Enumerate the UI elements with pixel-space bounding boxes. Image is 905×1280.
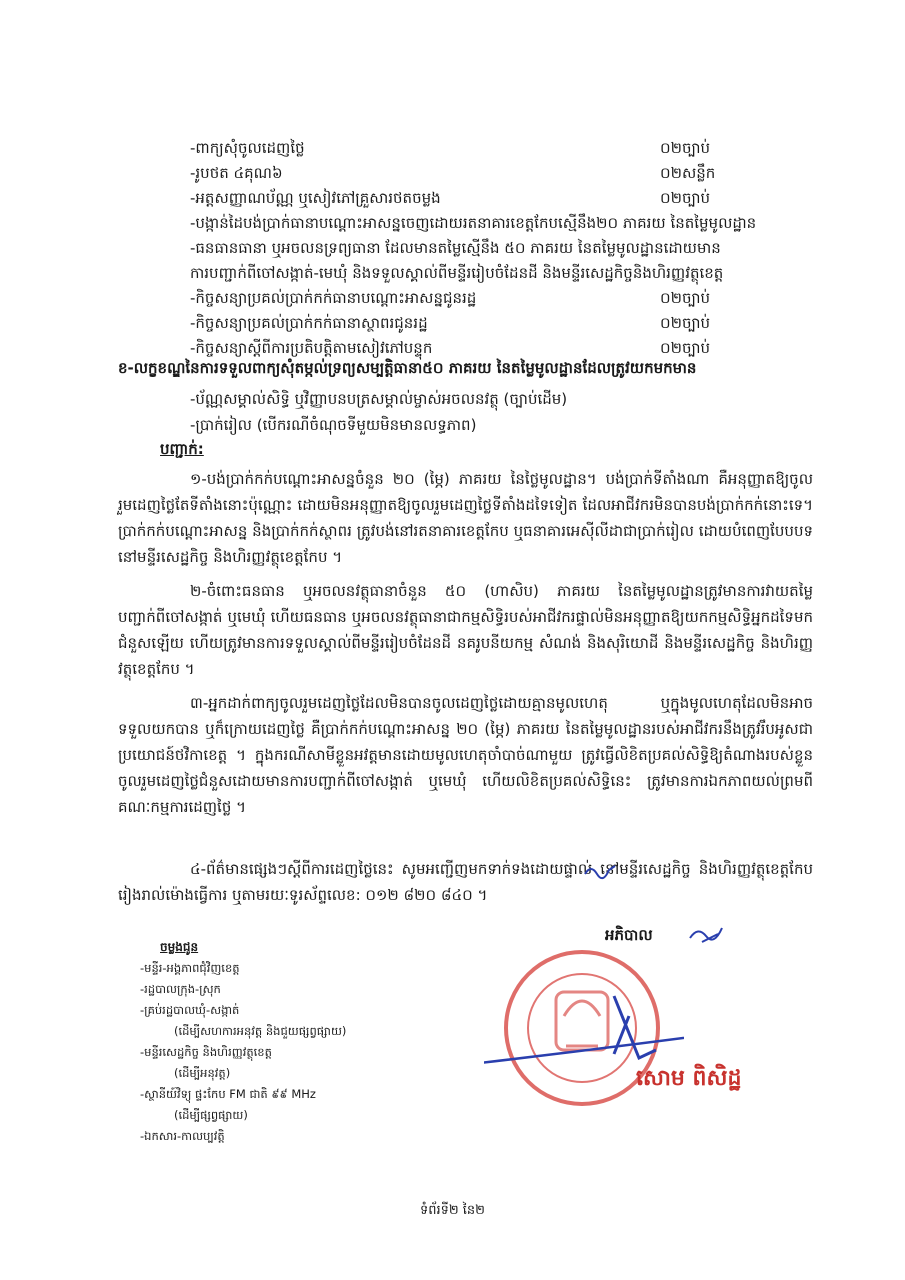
item-qty: ០២ច្បាប់ <box>660 314 711 332</box>
item-qty: ០២ច្បាប់ <box>660 339 711 357</box>
item-qty: ០២ច្បាប់ <box>660 289 711 307</box>
required-documents-list <box>190 136 810 361</box>
cc-item: (ដើម្បីសហការអនុវត្ត និងជួយផ្សព្វផ្សាយ) <box>174 1024 347 1038</box>
note-paragraph-1 <box>118 466 813 570</box>
list-item-wide: ការបញ្ជាក់ពីចៅសង្កាត់-មេឃុំ និងទទួលស្គាល់ពីមន្ទីររៀបចំដែនដី និងមន្ទីរសេដ្ឋកិច្ចនិងហិរញ្ញវត្ថុខេត្ត <box>190 264 724 282</box>
note-paragraph-3 <box>118 690 813 820</box>
item-label: -កិច្ចសន្យាស្ដីពីការប្រតិបត្តិតាមសៀវភៅបន្ទុក <box>190 339 433 357</box>
note-paragraph-2 <box>118 578 813 682</box>
list-item <box>190 311 810 336</box>
cc-item: -ឯកសារ-កាលប្បវត្តិ <box>140 1129 225 1143</box>
item-qty: ០២សន្លឹក <box>660 164 716 182</box>
item-label: -កិច្ចសន្យាប្រគល់ប្រាក់កក់ធានាស្ថាពរជូនរដ្ឋ <box>190 314 428 332</box>
cc-item: -មន្ទីរសេដ្ឋកិច្ច និងហិរញ្ញវត្ថុខេត្ត <box>140 1045 272 1059</box>
paragraph-text: ១-បង់ប្រាក់កក់បណ្ដោះអាសន្នចំនួន ២០ (ម្ភៃ) ភាគរយ នៃថ្លៃមូលដ្ឋាន។ បង់ប្រាក់ទីតាំងណា គឺអនុញ្ញាតឱ្យចូលរួមដេញថ្លៃតែទីតាំងនោះប៉ុណ្ណោះ ដោយមិនអនុញ្ញាតឱ្យចូលរួមដេញថ្លៃទីតាំងដទៃទៀត ដែលអាជីវករមិនបានបង់ប្រាក់កក់នោះទេ។ ប្រាក់កក់បណ្ដោះអាសន្ន និងប្រាក់កក់ស្ថាពរ ត្រូវបង់នៅរតនាគារខេត្តកែប ឬធនាគារអេស៊ីលីដាជាប្រាក់រៀល ដោយបំពេញបែបបទនៅមន្ទីរសេដ្ឋកិច្ច និងហិរញ្ញវត្ថុខេត្តកែប ។ <box>118 470 813 566</box>
paragraph-text: ៤-ព័ត៌មានផ្សេងៗស្ដីពីការដេញថ្លៃនេះ សូមអញ្ជើញមកទាក់ទងដោយផ្ទាល់ នៅមន្ទីរសេដ្ឋកិច្ច និងហិរញ្ញវត្ថុខេត្តកែបរៀងរាល់ម៉ោងធ្វើការ ឬតាមរយៈទូរស័ព្ទលេខ: ០១២ ៨២០ ៨៤០ ។ <box>118 860 813 904</box>
list-item <box>190 186 810 211</box>
section-heading: ខ-លក្ខខណ្ឌនៃការទទួលពាក្យសុំតម្កល់ទ្រព្យសម្បត្តិធានា៥០ ភាគរយ នៃតម្លៃមូលដ្ឋានដែលត្រូវយកមកមាន <box>118 359 697 377</box>
item-qty: ០២ច្បាប់ <box>660 189 711 207</box>
cc-item: -រដ្ឋបាលក្រុង-ស្រុក <box>140 982 221 996</box>
item-label: -អត្តសញ្ញាណប័ណ្ណ ឬសៀវភៅគ្រួសារថតចម្លង <box>190 189 441 207</box>
signature-title: អភិបាល <box>605 926 653 944</box>
list-item-wide: -បង្កាន់ដៃបង់ប្រាក់ធានាបណ្ដោះអាសន្នចេញដោយរតនាគារខេត្តកែបស្មើនឹង២០ ភាគរយ នៃតម្លៃមូលដ្ឋាន <box>190 214 757 232</box>
item-label: -កិច្ចសន្យាប្រគល់ប្រាក់កក់ធានាបណ្ដោះអាសន្នជូនរដ្ឋ <box>190 289 477 307</box>
notes-title: បញ្ជាក់: <box>160 440 204 458</box>
list-item: -ប័ណ្ណសម្គាល់សិទ្ធិ ឬវិញ្ញាបនបត្រសម្គាល់ម្ចាស់អចលនវត្ថុ (ច្បាប់ដើម) <box>190 390 568 408</box>
cc-list <box>140 958 346 1147</box>
paragraph-text: ៣-អ្នកដាក់ពាក្យចូលរួមដេញថ្លៃដែលមិនបានចូលដេញថ្លៃដោយគ្មានមូលហេតុ ឬក្នុងមូលហេតុដែលមិនអាចទទួលយកបាន ឬក៏ក្រោយដេញថ្លៃ គឺប្រាក់កក់បណ្ដោះអាសន្ន ២០ (ម្ភៃ) ភាគរយ នៃតម្លៃមូលដ្ឋានរបស់អាជីវករនឹងត្រូវរឹបអូសជាប្រយោជន៍ថវិកាខេត្ត ។ ក្នុងករណីសាមីខ្លួនអវត្តមានដោយមូលហេតុចាំបាច់ណាមួយ ត្រូវធ្វើលិខិតប្រគល់សិទ្ធិឱ្យតំណាងរបស់ខ្លួនចូលរួមដេញថ្លៃជំនួសដោយមានការបញ្ជាក់ពីចៅសង្កាត់ ឬមេឃុំ ហើយលិខិតប្រគល់សិទ្ធិនេះ ត្រូវមានការឯកភាពយល់ព្រមពីគណៈកម្មការដេញថ្លៃ ។ <box>118 694 813 816</box>
cc-item: -មន្ទីរ-អង្គភាពជុំវិញខេត្ត <box>140 961 240 975</box>
list-item <box>190 136 810 161</box>
list-item <box>190 286 810 311</box>
cc-item: (ដើម្បីអនុវត្ត) <box>174 1066 231 1080</box>
initial-mark-icon <box>583 862 617 880</box>
paragraph-text: ២-ចំពោះធនធាន ឬអចលនវត្ថុធានាចំនួន ៥០ (ហាសិប) ភាគរយ នៃតម្លៃមូលដ្ឋានត្រូវមានការវាយតម្លៃ បញ្ជាក់ពីចៅសង្កាត់ ឬមេឃុំ ហើយធនធាន ឬអចលនវត្ថុធានាជាកម្មសិទ្ធិរបស់អាជីវករផ្ទាល់មិនអនុញ្ញាតឱ្យយកកម្មសិទ្ធិអ្នកដទៃមកជំនួសឡើយ ហើយត្រូវមានការទទួលស្គាល់ពីមន្ទីររៀបចំដែនដី នគរូបនីយកម្ម សំណង់ និងសុរិយោដី និងមន្ទីរសេដ្ឋកិច្ច និងហិរញ្ញវត្ថុខេត្តកែប ។ <box>118 582 813 678</box>
cc-item: -គ្រប់រដ្ឋបាលឃុំ-សង្កាត់ <box>140 1003 240 1017</box>
list-item-wide: -ធនធានធានា ឬអចលនទ្រព្យធានា ដែលមានតម្លៃស្មើនឹង ៥០ ភាគរយ នៃតម្លៃមូលដ្ឋានដោយមាន <box>190 239 721 257</box>
list-item <box>190 336 810 361</box>
collateral-list <box>190 386 567 438</box>
item-label: -ពាក្យសុំចូលដេញថ្លៃ <box>190 139 305 157</box>
cc-item: (ដើម្បីផ្សព្វផ្សាយ) <box>174 1108 248 1122</box>
list-item <box>190 161 810 186</box>
signature-mark-icon <box>688 924 728 946</box>
item-label: -រូបថត ៤គុណ៦ <box>190 164 283 182</box>
item-qty: ០២ច្បាប់ <box>660 139 711 157</box>
cc-item: -ស្ថានីយ៍វិទ្យុ ផ្ទះកែប FM ជាតិ ៩៩ MHz <box>140 1087 316 1101</box>
signer-name: សោម ពិសិដ្ឋ <box>636 1066 742 1091</box>
cc-title: ចម្លងជូន <box>160 940 199 954</box>
note-paragraph-4 <box>118 856 813 908</box>
page-number: ទំព័រទី២ នៃ២ <box>419 1203 486 1218</box>
list-item: -ប្រាក់រៀល (បើករណីចំណុចទីមួយមិនមានលទ្ធភាព) <box>190 416 477 434</box>
